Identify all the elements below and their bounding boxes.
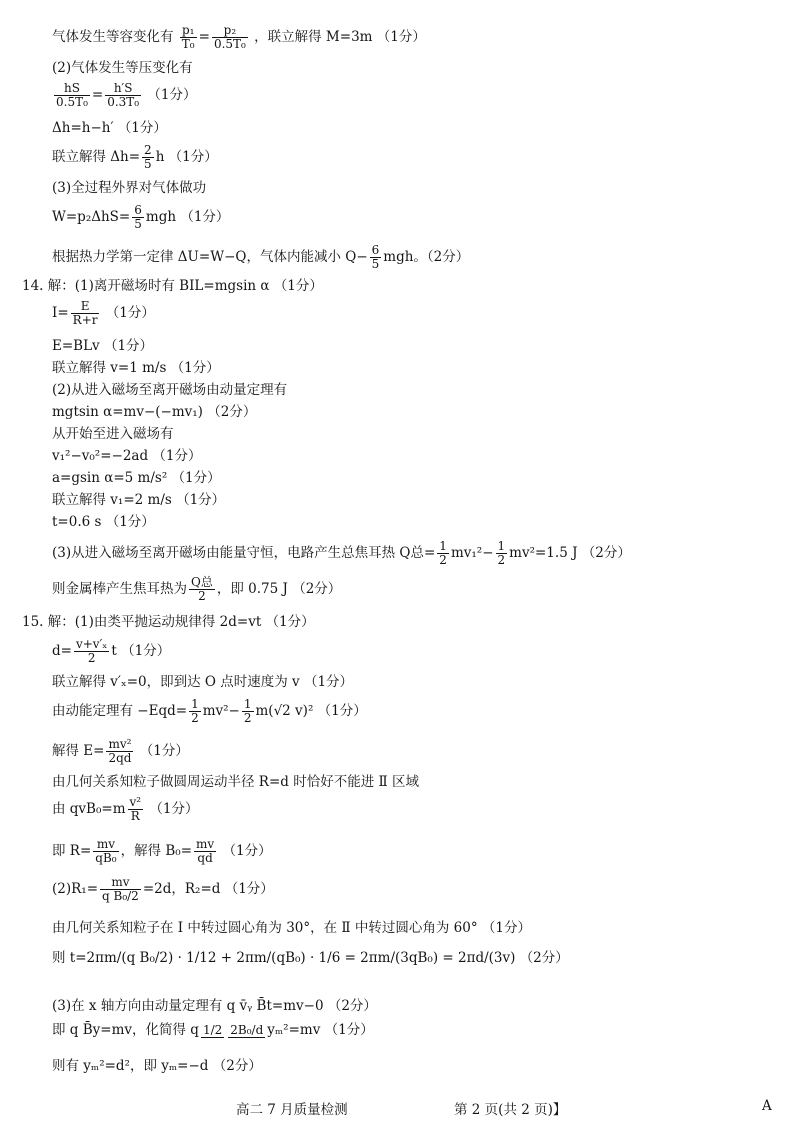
time-expression: 2πm/(q B₀/2) · 1/12 + 2πm/(qB₀) · 1/6 = 2πm/(3qB₀) = 2πd/(3v) (86, 950, 516, 966)
text: 气体发生等容变化有 (52, 29, 174, 45)
text-line: 联立解得 v′ₓ=0，即到达 O 点时速度为 v （1分） (52, 674, 354, 690)
text-line: (3)全过程外界对气体做功 (52, 180, 207, 196)
text-line: 则有 yₘ²=d²，即 yₘ=−d （2分） (52, 1058, 262, 1074)
fraction: $\frac{mv}{\text{qB₀}}$ (95, 837, 117, 865)
score: （1分） (147, 87, 197, 103)
eq-line: 即 R= $\frac{mv}{\text{qB₀}}$ ，解得 B₀= $\frac{mv}{qd}$ （1分） (52, 837, 272, 865)
text-line: E=BLv （1分） (52, 338, 154, 354)
eq-line: (3)从进入磁场至离开磁场由能量守恒，电路产生总焦耳热 Q总= $\frac{1}{2}$ mv₁²− $\frac{1}{2}$ mv²=1.5 J （2分） (52, 539, 631, 567)
text-line: a=gsin α=5 m/s² （1分） (52, 470, 221, 486)
fraction: $\frac{1}{2}$ (191, 697, 199, 725)
text-line: 由几何关系知粒子在 Ⅰ 中转过圆心角为 30°，在 Ⅱ 中转过圆心角为 60° （1分） (52, 920, 531, 936)
eq-line: 气体发生等容变化有 $\frac{\text{p₁}}{\text{T₀}}$ = $\frac{\text{p₂}}{\text{0.5T₀}}$ ，联立解得 M=3m （1分） (52, 23, 426, 51)
eq-line: 即 q B̄y=mv，化简得 q 1/2 2B₀/d yₘ²=mv （1分） (52, 1022, 374, 1038)
text: ，联立解得 M=3m （1分） (254, 29, 426, 45)
fraction: 2B₀/d (230, 1022, 264, 1037)
eq-line: 解得 E= $\frac{\text{mv²}}{2qd}$ （1分） (52, 737, 189, 765)
eq-line: W=p₂ΔhS= $\frac{6}{5}$ mgh （1分） (52, 203, 230, 231)
text-line: 联立解得 v=1 m/s （1分） (52, 360, 220, 376)
fraction: $\frac{\text{v²}}{R}$ (129, 795, 142, 823)
eq-line: (2)R₁= $\frac{mv}{\text{q B₀/2}}$ =2d，R₂=d （1分） (52, 875, 274, 903)
eq-line: 根据热力学第一定律 ΔU=W−Q，气体内能减小 Q− $\frac{6}{5}$ mgh。（2分） (52, 243, 470, 271)
eq-line: $\frac{hS}{\text{0.5T₀}}$ = $\frac{h'S}{\text{0.3T₀}}$ （1分） (56, 81, 197, 109)
text-line: t=0.6 s （1分） (52, 514, 155, 530)
fraction: $\frac{hS}{\text{0.5T₀}}$ (56, 81, 88, 109)
text-line: 由几何关系知粒子做圆周运动半径 R=d 时恰好不能进 Ⅱ 区域 (52, 774, 419, 790)
fraction: $\frac{2}{5}$ (144, 143, 152, 171)
fraction: $\frac{\text{mv²}}{2qd}$ (108, 737, 132, 765)
fraction: $\frac{\text{v+v′ₓ}}{2}$ (75, 637, 108, 665)
fraction: 1/2 (202, 1022, 223, 1037)
fraction: $\frac{\text{Q总}}{2}$ (191, 575, 213, 603)
footer-exam-title: 高二 7 月质量检测 (236, 1102, 348, 1118)
problem-15-heading: 15. 解：(1)由类平抛运动规律得 2d=vt （1分） (22, 614, 315, 630)
fraction: $\frac{E}{R+r}$ (72, 299, 98, 327)
fraction: $\frac{1}{2}$ (439, 539, 447, 567)
text-line: v₁²−v₀²=−2ad （1分） (52, 448, 202, 464)
eq-line: 则金属棒产生焦耳热为 $\frac{\text{Q总}}{2}$ ，即 0.75 J （2分） (52, 575, 342, 603)
eq-line: 则 t=2πm/(q B₀/2) · 1/12 + 2πm/(qB₀) · 1/6 = 2πm/(3qB₀) = 2πd/(3v) （2分） (52, 950, 569, 966)
text-line: 从开始至进入磁场有 (52, 426, 174, 442)
eq-line: 联立解得 Δh= $\frac{2}{5}$ h （1分） (52, 143, 218, 171)
fraction: $\frac{\text{p₁}}{\text{T₀}}$ (181, 23, 195, 51)
fraction: $\frac{1}{2}$ (243, 697, 252, 725)
fraction: $\frac{1}{2}$ (497, 539, 506, 567)
text-line: mgtsin α=mv−(−mv₁) （2分） (52, 404, 257, 420)
eq-line: 由 qvB₀=m $\frac{\text{v²}}{R}$ （1分） (52, 795, 199, 823)
fraction: $\frac{mv}{qd}$ (196, 837, 215, 865)
eq-line: 由动能定理有 −Eqd= $\frac{1}{2}$ mv²− $\frac{1}{2}$ m(√2 v)² （1分） (52, 697, 367, 725)
text-line: (3)在 x 轴方向由动量定理有 q v̄ᵧ B̄t=mv−0 （2分） (52, 998, 377, 1014)
text-line: 联立解得 v₁=2 m/s （1分） (52, 492, 226, 508)
eq-line: I= $\frac{E}{R+r}$ （1分） (52, 299, 155, 327)
fraction: $\frac{mv}{\text{q B₀/2}}$ (102, 875, 139, 903)
text-line: (2)从进入磁场至离开磁场由动量定理有 (52, 382, 288, 398)
fraction: $\frac{h'S}{\text{0.3T₀}}$ (107, 81, 140, 109)
text-line: Δh=h−h′ （1分） (52, 120, 167, 136)
footer-version: A (762, 1098, 772, 1114)
fraction: $\frac{\text{p₂}}{\text{0.5T₀}}$ (213, 23, 246, 51)
problem-14-heading: 14. 解：(1)离开磁场时有 BIL=mgsin α （1分） (22, 278, 323, 294)
fraction: $\frac{6}{5}$ (371, 243, 380, 271)
text-line: (2)气体发生等压变化有 (52, 60, 193, 76)
fraction: $\frac{6}{5}$ (134, 203, 142, 231)
eq-line: d= $\frac{\text{v+v′ₓ}}{2}$ t （1分） (52, 637, 171, 665)
footer-page-number: 第 2 页(共 2 页)】 (454, 1102, 567, 1118)
